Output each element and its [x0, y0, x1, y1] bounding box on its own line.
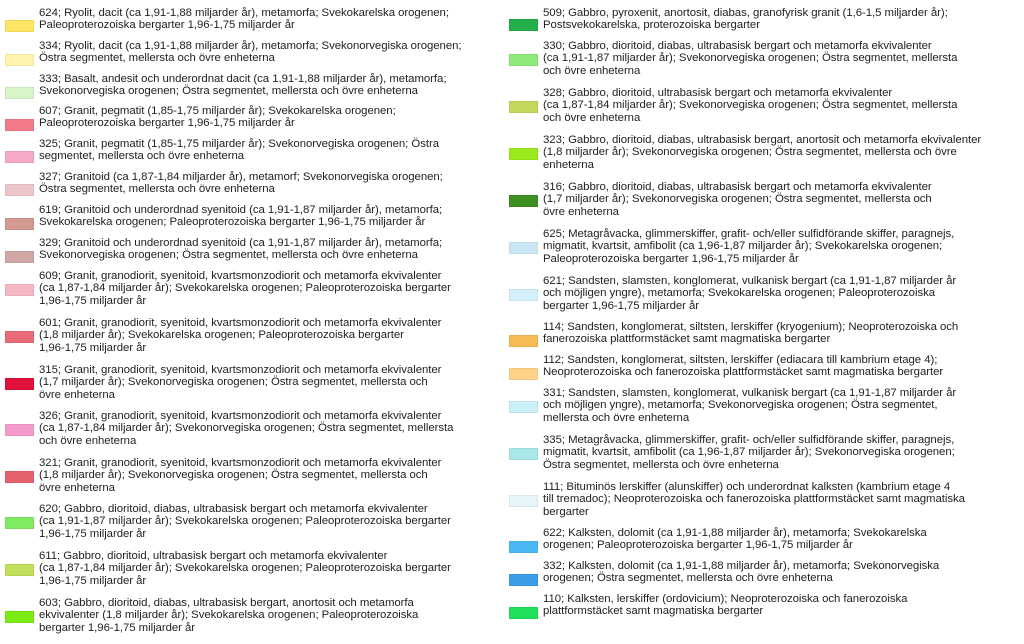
legend-swatch — [5, 331, 34, 343]
legend-swatch — [5, 251, 34, 263]
legend-label: 620; Gabbro, dioritoid, diabas, ultrabasisk bergart och metamorfa ekvivalenter (ca 1,91-1,87 miljarder år); Svekokarelska orogenen; Paleoproterozoiska bergarter 1,96-1,75 miljarder år — [39, 503, 451, 540]
legend-swatch — [5, 471, 34, 483]
legend-swatch — [509, 541, 538, 553]
legend-swatch — [5, 424, 34, 436]
legend-label: 619; Granitoid och underordnad syenitoid (ca 1,91-1,87 miljarder år), metamorfa; Svekokarelska orogenen; Paleoproterozoiska bergarter 1,96-1,75 miljarder år — [39, 204, 443, 229]
legend-swatch — [5, 218, 34, 230]
legend-swatch — [5, 119, 34, 131]
legend-label: 114; Sandsten, konglomerat, siltsten, lerskiffer (kryogenium); Neoproterozoiska och fanerozoiska plattformstäcket samt magmatiska bergarter — [543, 321, 959, 346]
legend-swatch — [509, 335, 538, 347]
legend-swatch — [509, 495, 538, 507]
legend-swatch — [5, 378, 34, 390]
legend-swatch — [509, 19, 538, 31]
legend-swatch — [509, 148, 538, 160]
legend-label: 611; Gabbro, dioritoid, ultrabasisk bergart och metamorfa ekvivalenter (ca 1,87-1,84 miljarder år); Svekokarelska orogenen; Paleoproterozoiska bergarter 1,96-1,75 miljarder år — [39, 550, 451, 587]
legend-swatch — [5, 564, 34, 576]
legend-label: 111; Bituminös lerskiffer (alunskiffer) och underordnat kalksten (kambrium etage 4 till tremadoc); Neoproterozoiska och fanerozoiska plattformstäcket samt magmatiska bergarter — [543, 481, 965, 518]
legend-swatch — [5, 611, 34, 623]
legend-label: 603; Gabbro, dioritoid, diabas, ultrabasisk bergart, anortosit och metamorfa ekvivalenter (1,8 miljarder år); Svekokarelska orogenen; Paleoproterozoiska bergarter 1,96-1,75 miljarder år — [39, 597, 419, 634]
legend-label: 333; Basalt, andesit och underordnat dacit (ca 1,91-1,88 miljarder år), metamorfa; Svekonorvegiska orogenen; Östra segmentet, mellersta och övre enheterna — [39, 73, 447, 98]
legend-swatch — [509, 54, 538, 66]
legend-label: 331; Sandsten, slamsten, konglomerat, vulkanisk bergart (ca 1,91-1,87 miljarder år och möjligen yngre), metamorfa; Svekonorvegiska orogenen; Östra segmentet, mellersta och övre enheterna — [543, 387, 957, 424]
legend-label: 625; Metagråvacka, glimmerskiffer, grafit- och/eller sulfidförande skiffer, paragnejs, migmatit, kvartsit, amfibolit (ca 1,96-1,87 miljarder år); Svekokarelska orogenen; Paleoproterozoiska bergarter 1,96-1,75 miljarder år — [543, 228, 955, 265]
legend-swatch — [509, 289, 538, 301]
legend-label: 621; Sandsten, slamsten, konglomerat, vulkanisk bergart (ca 1,91-1,87 miljarder år och möjligen yngre), metamorfa; Svekokarelska orogenen; Paleoproterozoiska bergarter 1,96-1,75 miljarder år — [543, 275, 957, 312]
legend-swatch — [5, 184, 34, 196]
legend-swatch — [5, 517, 34, 529]
legend-label: 607; Granit, pegmatit (1,85-1,75 miljarder år); Svekokarelska orogenen; Paleoproterozoiska bergarter 1,96-1,75 miljarder år — [39, 105, 396, 130]
legend-label: 316; Gabbro, dioritoid, diabas, ultrabasisk bergart och metamorfa ekvivalenter (1,7 miljarder år); Svekonorvegiska orogenen; Östra segmentet, mellersta och övre enheterna — [543, 181, 932, 218]
legend-label: 315; Granit, granodiorit, syenitoid, kvartsmonzodiorit och metamorfa ekvivalenter (1,7 miljarder år); Svekonorvegiska orogenen; Östra segmentet, mellersta och övre enheterna — [39, 364, 442, 401]
legend-label: 329; Granitoid och underordnad syenitoid (ca 1,91-1,87 miljarder år), metamorfa; Svekonorvegiska orogenen; Östra segmentet, mellersta och övre enheterna — [39, 237, 443, 262]
legend-swatch — [509, 101, 538, 113]
legend-label: 323; Gabbro, dioritoid, diabas, ultrabasisk bergart, anortosit och metamorfa ekvivalenter (1,8 miljarder år); Svekonorvegiska orogenen; Östra segmentet, mellersta och övre enheterna — [543, 134, 982, 171]
legend-swatch — [509, 368, 538, 380]
legend-label: 326; Granit, granodiorit, syenitoid, kvartsmonzodiorit och metamorfa ekvivalenter (ca 1,87-1,84 miljarder år); Svekonorvegiska orogenen; Östra segmentet, mellersta och övre enheterna — [39, 410, 454, 447]
legend-label: 334; Ryolit, dacit (ca 1,91-1,88 miljarder år), metamorfa; Svekonorvegiska orogenen; Östra segmentet, mellersta och övre enheterna — [39, 40, 462, 65]
legend-label: 601; Granit, granodiorit, syenitoid, kvartsmonzodiorit och metamorfa ekvivalenter (1,8 miljarder år); Svekokarelska orogenen; Paleoproterozoiska bergarter 1,96-1,75 miljarder år — [39, 317, 442, 354]
legend-swatch — [5, 87, 34, 99]
legend-swatch — [5, 20, 34, 32]
legend-label: 330; Gabbro, dioritoid, diabas, ultrabasisk bergart och metamorfa ekvivalenter (ca 1,91-1,87 miljarder år); Svekonorvegiska orogenen; Östra segmentet, mellersta och övre enheterna — [543, 40, 958, 77]
legend-label: 509; Gabbro, pyroxenit, anortosit, diabas, granofyrisk granit (1,6-1,5 miljarder år); Postsvekokarelska, proterozoiska bergarter — [543, 7, 948, 32]
legend-label: 622; Kalksten, dolomit (ca 1,91-1,88 miljarder år), metamorfa; Svekokarelska orogenen; Paleoproterozoiska bergarter 1,96-1,75 miljarder år — [543, 527, 927, 552]
legend-swatch — [509, 401, 538, 413]
legend-label: 335; Metagråvacka, glimmerskiffer, grafit- och/eller sulfidförande skiffer, paragnejs, migmatit, kvartsit, amfibolit (ca 1,96-1,87 miljarder år); Svekonorvegiska orogenen; Östra segmentet, mellersta och övre enheterna — [543, 434, 955, 471]
legend-label: 327; Granitoid (ca 1,87-1,84 miljarder år), metamorf; Svekonorvegiska orogenen; Östra segmentet, mellersta och övre enheterna — [39, 171, 443, 196]
legend-swatch — [5, 284, 34, 296]
legend-label: 609; Granit, granodiorit, syenitoid, kvartsmonzodiorit och metamorfa ekvivalenter (ca 1,87-1,84 miljarder år); Svekokarelska orogenen; Paleoproterozoiska bergarter 1,96-1,75 miljarder år — [39, 270, 451, 307]
legend-label: 112; Sandsten, konglomerat, siltsten, lerskiffer (ediacara till kambrium etage 4); Neoproterozoiska och fanerozoiska plattformstäcket samt magmatiska bergarter — [543, 354, 944, 379]
legend-swatch — [509, 448, 538, 460]
legend-label: 110; Kalksten, lerskiffer (ordovicium); Neoproterozoiska och fanerozoiska plattformstäcket samt magmatiska bergarter — [543, 593, 908, 618]
legend-swatch — [509, 607, 538, 619]
legend-swatch — [509, 574, 538, 586]
legend-label: 328; Gabbro, dioritoid, ultrabasisk bergart och metamorfa ekvivalenter (ca 1,87-1,84 miljarder år); Svekonorvegiska orogenen; Östra segmentet, mellersta och övre enheterna — [543, 87, 958, 124]
legend-label: 332; Kalksten, dolomit (ca 1,91-1,88 miljarder år), metamorfa; Svekonorvegiska orogenen; Östra segmentet, mellersta och övre enheterna — [543, 560, 940, 585]
legend-swatch — [509, 242, 538, 254]
legend-label: 325; Granit, pegmatit (1,85-1,75 miljarder år); Svekonorvegiska orogenen; Östra segmentet, mellersta och övre enheterna — [39, 138, 439, 163]
legend-label: 321; Granit, granodiorit, syenitoid, kvartsmonzodiorit och metamorfa ekvivalenter (1,8 miljarder år); Svekonorvegiska orogenen; Östra segmentet, mellersta och övre enheterna — [39, 457, 442, 494]
legend-swatch — [509, 195, 538, 207]
legend-swatch — [5, 151, 34, 163]
legend-swatch — [5, 54, 34, 66]
legend-label: 624; Ryolit, dacit (ca 1,91-1,88 miljarder år), metamorfa; Svekokarelska orogenen; Paleoproterozoiska bergarter 1,96-1,75 miljarder år — [39, 7, 449, 32]
